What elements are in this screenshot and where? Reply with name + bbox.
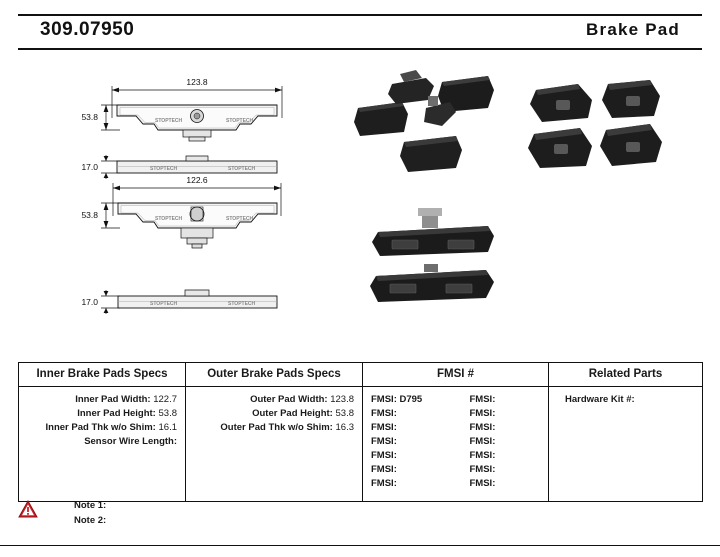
warning-triangle-icon <box>18 498 52 518</box>
col-header-outer-specs: Outer Brake Pads Specs <box>186 363 363 387</box>
specs-table-wrap <box>18 362 702 502</box>
fmsi-entry: FMSI: <box>469 422 496 433</box>
brand-mark-outer-right: STOPTECH <box>226 216 254 222</box>
spec-label: Inner Pad Width: <box>75 394 151 405</box>
fmsi-entry: FMSI: <box>469 464 496 475</box>
fmsi-entry: FMSI: D795 <box>371 394 423 405</box>
inner-height-dim-label: 53.8 <box>81 112 98 122</box>
col-header-related-parts: Related Parts <box>549 363 703 387</box>
spec-row-inner-thickness <box>27 421 177 435</box>
fmsi-column-right <box>456 393 547 491</box>
brand-mark-inner-side: STOPTECH <box>150 166 178 172</box>
spec-value: 53.8 <box>335 408 354 419</box>
brand-mark-outer-side-2: STOPTECH <box>228 301 256 307</box>
fmsi-column-left <box>365 393 456 491</box>
spec-label: Outer Pad Width: <box>250 394 328 405</box>
part-number: 309.07950 <box>40 19 135 40</box>
spec-value: 122.7 <box>153 394 177 405</box>
fmsi-entry: FMSI: <box>371 464 397 475</box>
spec-label: Sensor Wire Length: <box>84 436 177 447</box>
outer-height-dim-label: 53.8 <box>81 210 98 220</box>
fmsi-entry: FMSI: <box>469 394 496 405</box>
brand-mark-inner-left: STOPTECH <box>155 118 183 124</box>
dimensioned-pad-drawings <box>0 56 320 356</box>
spec-value: 123.8 <box>330 394 354 405</box>
col-header-inner-specs: Inner Brake Pads Specs <box>19 363 186 387</box>
cell-outer-specs <box>186 387 363 502</box>
photo-group-a <box>354 70 494 172</box>
notes-section <box>18 498 418 528</box>
photo-group-c <box>370 208 494 302</box>
page-title: Brake Pad <box>586 20 680 39</box>
header-top-rule <box>18 14 702 16</box>
spec-value: 16.3 <box>335 422 354 433</box>
brand-mark-inner-side-2: STOPTECH <box>228 166 256 172</box>
product-photos <box>330 56 710 356</box>
fmsi-entry: FMSI: <box>371 436 397 447</box>
fmsi-entry: FMSI: <box>371 450 397 461</box>
drawing-area <box>0 56 720 356</box>
cell-inner-specs <box>19 387 186 502</box>
inner-thickness-dim-label: 17.0 <box>81 162 98 172</box>
sheet-bottom-rule <box>0 545 720 546</box>
col-header-fmsi: FMSI # <box>363 363 549 387</box>
fmsi-entry: FMSI: <box>469 408 496 419</box>
inner-width-dim-label: 123.8 <box>186 77 208 87</box>
fmsi-entry: FMSI: <box>469 436 496 447</box>
spec-value: 16.1 <box>158 422 177 433</box>
note-line-2: Note 2: <box>74 515 107 526</box>
brand-mark-outer-side: STOPTECH <box>150 301 178 307</box>
spec-value: 53.8 <box>158 408 177 419</box>
specs-table-header-row <box>19 363 703 387</box>
spec-row-outer-width <box>194 393 354 407</box>
fmsi-entry: FMSI: <box>469 478 496 489</box>
cell-related-parts <box>549 387 703 502</box>
specs-table-body-row <box>19 387 703 502</box>
brand-mark-outer-left: STOPTECH <box>155 216 183 222</box>
photo-group-b <box>528 80 662 168</box>
spec-label: Outer Pad Height: <box>252 408 333 419</box>
spec-label: Outer Pad Thk w/o Shim: <box>220 422 333 433</box>
fmsi-entry: FMSI: <box>371 422 397 433</box>
fmsi-entry: FMSI: <box>371 478 397 489</box>
spec-row-sensor-wire-length <box>27 435 177 449</box>
outer-thickness-dim-label: 17.0 <box>81 297 98 307</box>
spec-row-outer-height <box>194 407 354 421</box>
related-part-entry: Hardware Kit #: <box>565 394 635 405</box>
spec-label: Inner Pad Height: <box>77 408 156 419</box>
spec-row-inner-height <box>27 407 177 421</box>
outer-width-dim-label: 122.6 <box>186 175 208 185</box>
fmsi-entry: FMSI: <box>371 408 397 419</box>
note-line-1: Note 1: <box>74 500 107 511</box>
brand-mark-inner-right: STOPTECH <box>226 118 254 124</box>
spec-row-inner-width <box>27 393 177 407</box>
spec-label: Inner Pad Thk w/o Shim: <box>45 422 156 433</box>
cell-fmsi <box>363 387 549 502</box>
specs-table <box>18 362 703 502</box>
sheet-header <box>0 14 720 50</box>
header-bottom-rule <box>18 48 702 50</box>
spec-row-outer-thickness <box>194 421 354 435</box>
fmsi-entry: FMSI: <box>469 450 496 461</box>
